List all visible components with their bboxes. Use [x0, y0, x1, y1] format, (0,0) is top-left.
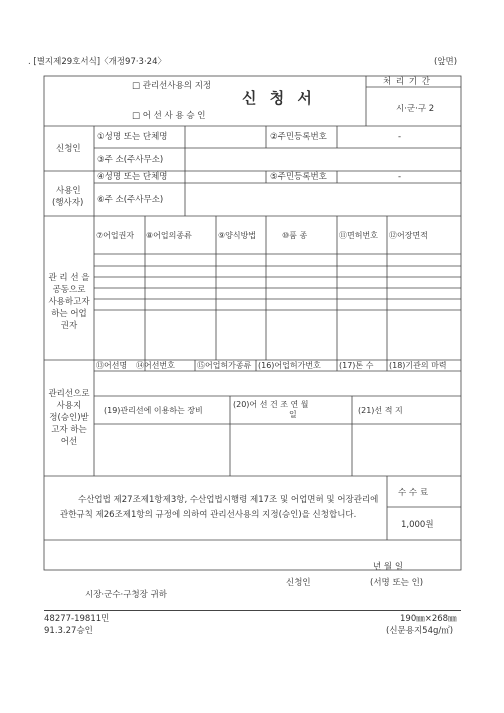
vessel-col-equipment: (19)관리선에 이용하는 장비	[104, 406, 203, 415]
fishery-col-method: ⑨양식방법	[218, 231, 257, 240]
applicant-rrn-dash: -	[398, 132, 402, 142]
vessel-col-permit-type: ⑮어업허가종류	[197, 361, 252, 370]
vessel-col-built-date: (20)어 선 건 조 연 월	[233, 400, 309, 409]
vessel-col-registry: (21)선 적 지	[358, 406, 403, 415]
applicant-address-label: ③주 소(주사무소)	[97, 155, 164, 165]
vessel-side-label: 관리선으로 사용지 정(승인)받 고자 하는 어선	[48, 389, 90, 447]
fee-value: 1,000원	[401, 520, 434, 530]
form-title: 신 청 서	[242, 89, 316, 107]
user-address-label: ⑥주 소(주사무소)	[97, 195, 164, 205]
fishery-col-area: ⑫어장면적	[389, 231, 428, 240]
bottom-divider	[44, 610, 461, 611]
fishery-col-type: ⑧어업의종류	[146, 231, 192, 240]
paper-type: (신문용지54g/㎡)	[386, 626, 454, 636]
paper-size: 190㎜×268㎜	[400, 614, 457, 624]
approval-date: 91.3.27승인	[44, 626, 93, 636]
form-number: . [별지제29호서식]〈개정97·3·24〉	[28, 57, 166, 67]
fishery-side-label: 관 리 선 을 공동으로 사용하고자 하는 어업 권자	[48, 273, 90, 331]
vessel-col-horsepower: (18)기관의 마력	[389, 361, 447, 370]
applicant-name-label: ①성명 또는 단체명	[97, 132, 168, 142]
option-designation: □ 관리선사용의 지정	[132, 81, 212, 91]
applicant-rrn-label: ②주민등록번호	[270, 132, 327, 142]
fishery-col-license: ⑪면허번호	[339, 231, 378, 240]
vessel-col-built-date-day: 일	[289, 410, 297, 419]
fishery-col-holder: ⑦어업권자	[96, 231, 135, 240]
signature-note: (서명 또는 인)	[370, 578, 424, 588]
fee-label: 수 수 료	[398, 488, 429, 498]
vessel-col-name: ⑬어선명	[96, 361, 128, 370]
processing-period-value: 시·군·구 2	[396, 104, 435, 114]
user-name-label: ④성명 또는 단체명	[97, 172, 168, 182]
form-code: 48277-19811민	[44, 614, 110, 624]
vessel-col-permit-number: (16)어업허가번호	[258, 361, 321, 370]
vessel-col-tonnage: (17)톤 수	[339, 361, 374, 370]
applicant-label: 신청인	[56, 144, 81, 154]
application-date: 년 월 일	[373, 562, 404, 572]
application-statement: 수산업법 제27조제1항제3항, 수산업법시행령 제17조 및 어업면허 및 어장관리에관한규칙 제26조제1항의 규정에 의하여 관리선사용의 지정(승인)을 신청합니다.	[60, 495, 379, 520]
user-label: 사용인	[56, 186, 81, 196]
user-rrn-dash: -	[398, 172, 402, 182]
option-approval: □ 어 선 사 용 승 인	[132, 111, 206, 121]
fishery-col-species: ⑩품 종	[282, 231, 308, 240]
vessel-col-number: ⑭어선번호	[136, 361, 175, 370]
user-rrn-label: ⑤주민등록번호	[270, 172, 327, 182]
user-label-sub: (행사자)	[52, 198, 84, 208]
processing-period-label: 처 리 기 간	[383, 77, 431, 87]
signer-label: 신청인	[286, 578, 311, 588]
page-side: (앞면)	[434, 57, 458, 67]
recipient: 시장·군수·구청장 귀하	[85, 590, 168, 600]
